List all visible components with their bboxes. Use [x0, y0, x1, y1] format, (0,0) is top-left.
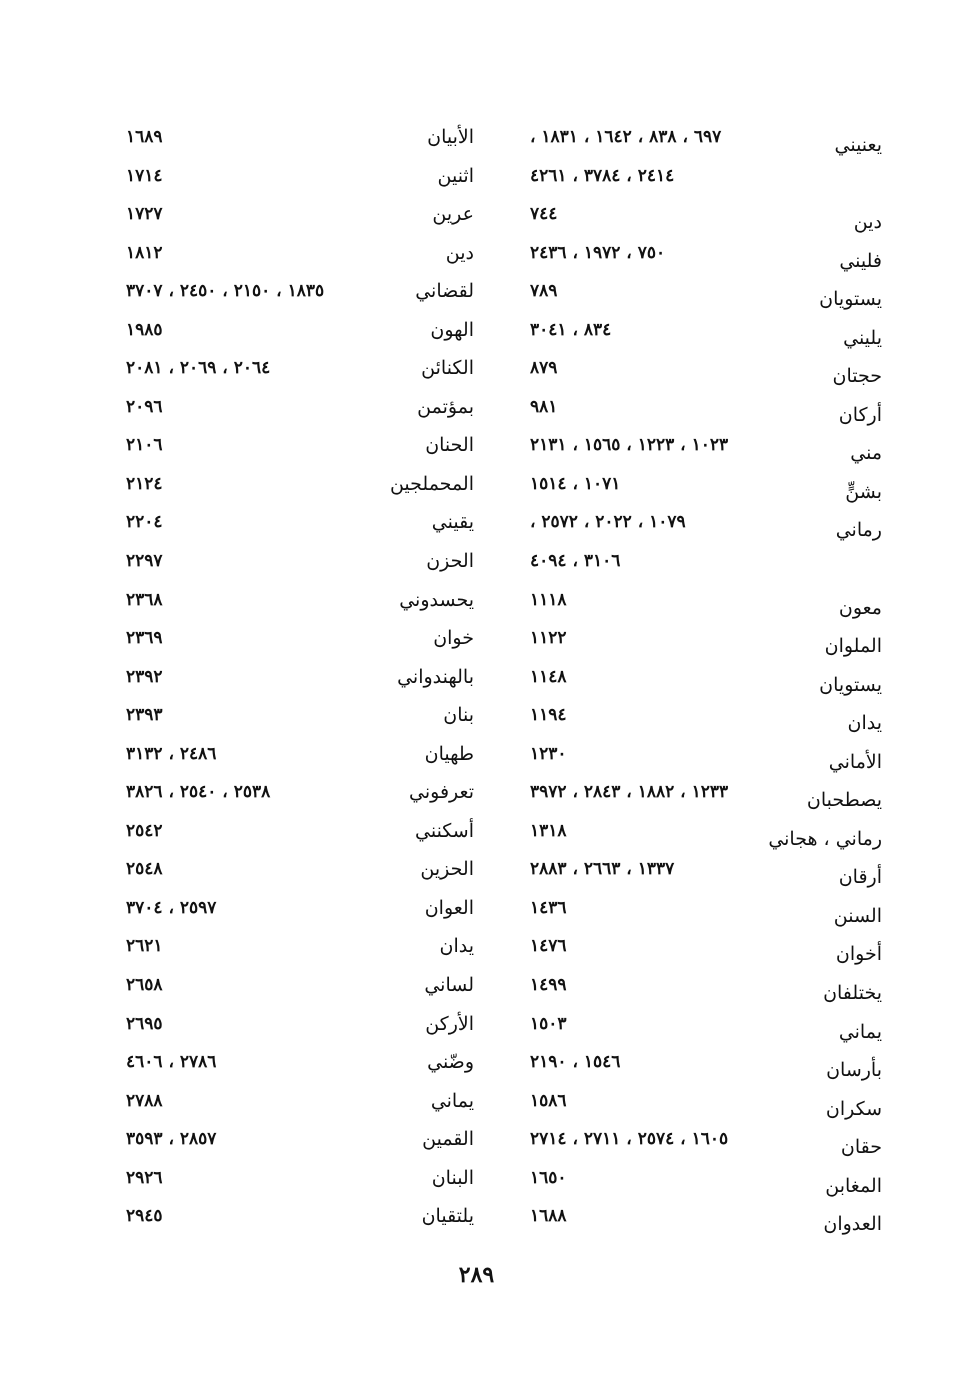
- verse-numbers: ١٠٢٣ ، ١٢٢٣ ، ١٥٦٥ ، ٢١٣١: [530, 435, 729, 456]
- index-entry-row: [126, 388, 474, 427]
- index-entry-row: [530, 735, 882, 774]
- index-entry-row: [126, 581, 474, 620]
- index-entry-row: [126, 426, 474, 465]
- index-entry-row: [126, 619, 474, 658]
- page-number: ٢٨٩: [458, 1262, 495, 1288]
- verse-numbers: ٢٩٤٥: [126, 1206, 163, 1227]
- verse-numbers: ١٨١٢: [126, 242, 163, 263]
- verse-numbers: ٧٤٤: [530, 204, 558, 225]
- index-entry-row: [126, 735, 474, 774]
- index-entry-row: [530, 118, 882, 157]
- verse-numbers: ٢٥٤٢: [126, 820, 163, 841]
- index-entry-row: [530, 388, 882, 427]
- index-entry-row: [530, 812, 882, 851]
- verse-numbers: ١٩٨٥: [126, 319, 163, 340]
- verse-numbers: ٢٠٩٦: [126, 396, 163, 417]
- verse-numbers: ٢٢٠٤: [126, 512, 163, 533]
- rhyme-word: حقان: [840, 1136, 882, 1159]
- verse-numbers: ٢٥٣٨ ، ٢٥٤٠ ، ٣٨٢٦: [126, 782, 271, 803]
- index-entry-row: [530, 1082, 882, 1121]
- verse-numbers: ١٥٨٦: [530, 1090, 567, 1111]
- rhyme-word: أرقان: [838, 866, 882, 889]
- rhyme-word: الحزين: [420, 858, 474, 881]
- verse-numbers: ١٧١٤: [126, 165, 163, 186]
- rhyme-word: يماني: [838, 1020, 882, 1043]
- index-entry-row: [126, 658, 474, 697]
- verse-numbers: ٨٣٤ ، ٣٠٤١: [530, 319, 612, 340]
- verse-numbers: ١٦٨٩: [126, 127, 163, 147]
- rhyme-word: يلتقيان: [421, 1205, 474, 1228]
- index-entry-row: [530, 658, 882, 697]
- verse-numbers: ١٥٤٦ ، ٢١٩٠: [530, 1052, 621, 1073]
- index-entry-row: [530, 234, 882, 273]
- index-entry-row: [530, 1043, 882, 1082]
- rhyme-word: أخوان: [835, 943, 882, 966]
- index-entry-row: [530, 889, 882, 928]
- verse-numbers: ١٨٣٥ ، ٢١٥٠ ، ٢٤٥٠ ، ٣٧٠٧: [126, 281, 325, 302]
- index-entry-row: [530, 1159, 882, 1198]
- index-entry-row: [126, 349, 474, 388]
- rhyme-word: سكران: [825, 1097, 882, 1120]
- rhyme-word: يدان: [439, 935, 474, 958]
- verse-numbers: ١٦٥٠: [530, 1167, 567, 1188]
- index-entry-row: [126, 1120, 474, 1159]
- rhyme-word: تعرفوني: [409, 781, 474, 804]
- rhyme-word: العدوان: [823, 1213, 882, 1236]
- verse-numbers: ١٠٧٩ ، ٢٠٢٢ ، ٢٥٧٢ ،: [530, 512, 686, 533]
- rhyme-word: حجتان: [832, 365, 882, 388]
- verse-numbers: ١٤٧٦: [530, 936, 567, 957]
- rhyme-word: وضّني: [427, 1051, 474, 1074]
- verse-numbers: ٦٩٧ ، ٨٣٨ ، ١٦٤٢ ، ١٨٣١ ،: [530, 127, 722, 147]
- verse-numbers: ١١٢٢: [530, 628, 567, 649]
- verse-numbers: ٢٣٩٣: [126, 705, 163, 726]
- verse-numbers: ٢٧٨٦ ، ٤٦٠٦: [126, 1052, 217, 1073]
- index-entry-row: [126, 696, 474, 735]
- rhyme-word: يليني: [843, 326, 882, 349]
- rhyme-word: الملوان: [824, 635, 882, 658]
- verse-numbers: ٢١٠٦: [126, 435, 163, 456]
- verse-numbers: ٢٦٢١: [126, 936, 163, 957]
- index-entry-row: [126, 1197, 474, 1236]
- rhyme-word: السنن: [833, 904, 882, 927]
- verse-numbers: ٢٤١٤ ، ٣٧٨٤ ، ٤٢٦١: [530, 165, 675, 186]
- index-entry-row: [530, 272, 882, 311]
- rhyme-word: بنان: [443, 704, 474, 727]
- verse-numbers: ١١٤٨: [530, 666, 567, 687]
- rhyme-word: الحزن: [426, 550, 474, 573]
- index-entry-row: [126, 234, 474, 273]
- index-entry-row: [530, 966, 882, 1005]
- index-entry-row: [530, 773, 882, 812]
- index-entry-row: [126, 850, 474, 889]
- index-entry-row: [126, 1005, 474, 1044]
- rhyme-word: بشنٍّ: [845, 480, 882, 503]
- verse-numbers: ١٢٣٠: [530, 743, 567, 764]
- rhyme-word: طهيان: [424, 742, 474, 765]
- verse-numbers: ٧٥٠ ، ١٩٧٢ ، ٢٤٣٦: [530, 242, 666, 263]
- index-entry-row: [530, 581, 882, 620]
- rhyme-word: فليني: [839, 249, 882, 272]
- index-entry-row: [530, 1197, 882, 1236]
- index-entry-row: [126, 195, 474, 234]
- rhyme-word: القمين: [422, 1128, 474, 1151]
- rhyme-word: معون: [838, 596, 882, 619]
- index-entry-row: [126, 1043, 474, 1082]
- verse-numbers: ٢٤٨٦ ، ٣١٣٢: [126, 743, 217, 764]
- index-entry-row: [126, 465, 474, 504]
- rhyme-word: بالهندواني: [397, 665, 474, 688]
- rhyme-word: خوان: [433, 627, 474, 650]
- rhyme-word: بمؤتمن: [417, 395, 474, 418]
- rhyme-word: يقيني: [431, 511, 474, 534]
- verse-numbers: ١١٩٤: [530, 705, 567, 726]
- rhyme-word: دين: [445, 241, 474, 264]
- rhyme-word: لقضاني: [415, 280, 474, 303]
- index-entry-row: [530, 157, 882, 196]
- verse-numbers: ٢٨٥٧ ، ٣٥٩٣: [126, 1129, 217, 1150]
- index-entry-row: [530, 465, 882, 504]
- verse-numbers: ٢٣٩٢: [126, 666, 163, 687]
- verse-numbers: ٢٣٦٩: [126, 628, 163, 649]
- verse-numbers: ٩٨١: [530, 396, 558, 417]
- right-index-column: [530, 118, 882, 1236]
- index-entry-row: [126, 966, 474, 1005]
- index-entry-row: [530, 927, 882, 966]
- rhyme-word: يختلفان: [823, 982, 882, 1005]
- rhyme-word: يعنيني: [834, 134, 882, 156]
- index-entry-row: [530, 542, 882, 581]
- rhyme-word: الأركن: [425, 1012, 474, 1035]
- rhyme-word: البنان: [431, 1166, 474, 1189]
- rhyme-word: اثنين: [437, 164, 474, 187]
- index-entry-row: [530, 195, 882, 234]
- verse-numbers: ١٦٨٨: [530, 1206, 567, 1227]
- rhyme-word: عرين: [432, 203, 474, 226]
- rhyme-word: مني: [850, 442, 882, 465]
- index-entry-row: [530, 311, 882, 350]
- verse-numbers: ٢٠٦٤ ، ٢٠٦٩ ، ٢٠٨١: [126, 358, 271, 379]
- verse-numbers: ٨٧٩: [530, 358, 558, 379]
- rhyme-word: يستويان: [819, 288, 882, 311]
- rhyme-word: أسكنني: [415, 819, 474, 842]
- rhyme-word: رماني ، هجاني: [768, 827, 882, 850]
- index-entry-row: [126, 311, 474, 350]
- index-entry-row: [530, 426, 882, 465]
- verse-numbers: ٢٧٨٨: [126, 1090, 163, 1111]
- verse-numbers: ١٢٣٣ ، ١٨٨٢ ، ٢٨٤٣ ، ٣٩٧٢: [530, 782, 729, 803]
- verse-numbers: ٢٩٢٦: [126, 1167, 163, 1188]
- index-entry-row: [126, 503, 474, 542]
- rhyme-word: دين: [853, 211, 882, 234]
- verse-numbers: ١٣١٨: [530, 820, 567, 841]
- index-entry-row: [126, 272, 474, 311]
- verse-numbers: ٢٣٦٨: [126, 589, 163, 610]
- verse-numbers: ٢٥٩٧ ، ٣٧٠٤: [126, 897, 217, 918]
- rhyme-word: يحسدوني: [399, 588, 474, 611]
- rhyme-word: أركان: [838, 403, 882, 426]
- verse-numbers: ١٥٠٣: [530, 1013, 567, 1034]
- index-entry-row: [126, 773, 474, 812]
- rhyme-word: العوان: [424, 896, 474, 919]
- index-entry-row: [530, 696, 882, 735]
- index-entry-row: [126, 889, 474, 928]
- rhyme-word: الهون: [430, 318, 474, 341]
- rhyme-word: لساني: [424, 974, 474, 997]
- rhyme-word: الأماني: [828, 750, 882, 773]
- verse-numbers: ١٤٩٩: [530, 975, 567, 996]
- left-index-column: [126, 118, 474, 1236]
- verse-numbers: ١٧٢٧: [126, 204, 163, 225]
- index-entry-row: [530, 503, 882, 542]
- verse-numbers: ١٦٠٥ ، ٢٥٧٤ ، ٢٧١١ ، ٢٧١٤: [530, 1129, 729, 1150]
- rhyme-word: المغابن: [825, 1174, 882, 1197]
- index-entry-row: [126, 1159, 474, 1198]
- index-entry-row: [126, 812, 474, 851]
- index-entry-row: [530, 1005, 882, 1044]
- verse-numbers: ٣١٠٦ ، ٤٠٩٤: [530, 551, 621, 572]
- index-entry-row: [126, 542, 474, 581]
- rhyme-word: يماني: [430, 1089, 474, 1112]
- index-entry-row: [530, 850, 882, 889]
- index-entry-row: [126, 118, 474, 157]
- rhyme-word: الأبيان: [427, 126, 474, 148]
- index-entry-row: [126, 157, 474, 196]
- index-entry-row: [126, 927, 474, 966]
- index-entry-row: [530, 1120, 882, 1159]
- verse-numbers: ١٤٣٦: [530, 897, 567, 918]
- verse-numbers: ٢٥٤٨: [126, 859, 163, 880]
- verse-numbers: ١١١٨: [530, 589, 567, 610]
- rhyme-word: الكنائن: [421, 357, 474, 380]
- verse-numbers: ١٠٧١ ، ١٥١٤: [530, 473, 621, 494]
- verse-numbers: ٧٨٩: [530, 281, 558, 302]
- rhyme-word: رماني: [835, 519, 882, 542]
- rhyme-word: يستويان: [819, 673, 882, 696]
- rhyme-word: يدان: [847, 712, 882, 735]
- rhyme-word: بأرسان: [826, 1059, 882, 1082]
- verse-numbers: ٢٦٥٨: [126, 975, 163, 996]
- rhyme-word: الحنان: [425, 434, 474, 457]
- verse-numbers: ٢٦٩٥: [126, 1013, 163, 1034]
- verse-numbers: ١٣٣٧ ، ٢٦٦٣ ، ٢٨٨٣: [530, 859, 675, 880]
- verse-numbers: ٢٢٩٧: [126, 551, 163, 572]
- verse-numbers: ٢١٢٤: [126, 473, 163, 494]
- index-entry-row: [126, 1082, 474, 1121]
- index-entry-row: [530, 349, 882, 388]
- index-entry-row: [530, 619, 882, 658]
- rhyme-word: يصطحبان: [806, 789, 882, 812]
- rhyme-word: المحملجين: [389, 472, 474, 495]
